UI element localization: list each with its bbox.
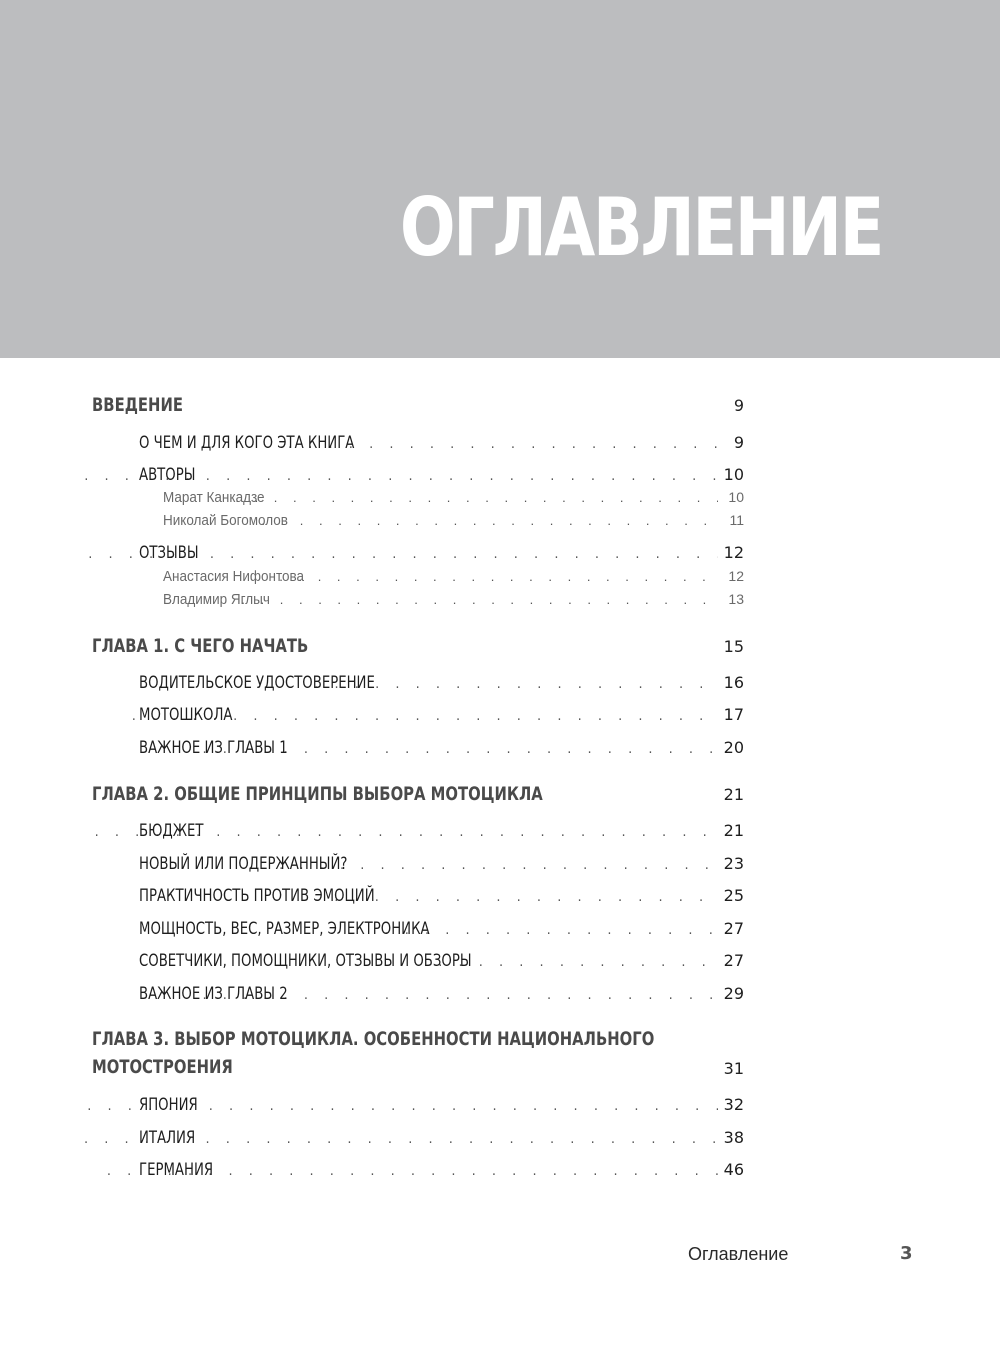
- chapter-page: 9: [733, 396, 744, 415]
- subsection-title: Анастасия Нифонтова: [163, 568, 305, 585]
- section-title: ВАЖНОЕ ИЗ ГЛАВЫ 2: [139, 984, 288, 1004]
- section-page: 29: [723, 984, 744, 1003]
- toc-section[interactable]: [139, 951, 744, 971]
- section-title: АВТОРЫ: [139, 465, 196, 485]
- subsection-page: 11: [729, 512, 744, 528]
- chapter-title: ВВЕДЕНИЕ: [92, 394, 183, 416]
- toc-subsection[interactable]: [163, 568, 744, 585]
- toc-section[interactable]: [139, 984, 744, 1004]
- toc-chapter-2[interactable]: [92, 783, 744, 805]
- toc-section[interactable]: [139, 543, 744, 563]
- chapter-title-line2: МОТОСТРОЕНИЯ: [92, 1056, 233, 1078]
- section-title: О ЧЕМ И ДЛЯ КОГО ЭТА КНИГА: [139, 433, 355, 453]
- toc-section[interactable]: [139, 705, 744, 725]
- toc-section[interactable]: [139, 919, 744, 939]
- section-title: МОЩНОСТЬ, ВЕС, РАЗМЕР, ЭЛЕКТРОНИКА: [139, 919, 430, 939]
- toc-chapter-1[interactable]: [92, 635, 744, 657]
- page-number: 3: [900, 1243, 913, 1264]
- toc-section[interactable]: [139, 673, 744, 693]
- subsection-page: 12: [728, 568, 744, 584]
- toc-chapter-3[interactable]: [92, 1028, 744, 1088]
- section-page: 10: [723, 465, 744, 484]
- chapter-page: 15: [723, 637, 744, 656]
- running-footer-title: Оглавление: [688, 1244, 789, 1264]
- toc-section[interactable]: [139, 886, 744, 906]
- section-title: МОТОШКОЛА: [139, 705, 233, 725]
- toc-subsection[interactable]: [163, 512, 744, 529]
- chapter-title-line1: ГЛАВА 3. ВЫБОР МОТОЦИКЛА. ОСОБЕННОСТИ НАЦИОНАЛЬНОГО: [92, 1028, 655, 1050]
- section-title: СОВЕТЧИКИ, ПОМОЩНИКИ, ОТЗЫВЫ И ОБЗОРЫ: [139, 951, 472, 971]
- leader-dots: [241, 592, 718, 607]
- section-title: ВОДИТЕЛЬСКОЕ УДОСТОВЕРЕНИЕ: [139, 673, 375, 693]
- toc-section[interactable]: [139, 854, 744, 874]
- chapter-page: 21: [723, 785, 744, 804]
- toc-section[interactable]: [139, 738, 744, 758]
- chapter-title: ГЛАВА 2. ОБЩИЕ ПРИНЦИПЫ ВЫБОРА МОТОЦИКЛА: [92, 783, 543, 805]
- leader-dots: [261, 513, 718, 528]
- section-page: 17: [723, 705, 744, 724]
- leader-dots: [235, 490, 718, 505]
- section-page: 38: [723, 1128, 744, 1147]
- subsection-page: 13: [728, 591, 744, 607]
- subsection-title: Николай Богомолов: [163, 512, 288, 529]
- section-page: 46: [723, 1160, 744, 1179]
- section-title: ГЕРМАНИЯ: [139, 1160, 214, 1180]
- leader-dots: [384, 923, 717, 938]
- subsection-title: Марат Канкадзе: [163, 489, 265, 506]
- section-page: 25: [723, 886, 744, 905]
- subsection-page: 10: [728, 489, 744, 505]
- page-title: ОГЛАВЛЕНИЕ: [399, 181, 882, 274]
- toc-section[interactable]: [139, 1095, 744, 1115]
- section-page: 23: [723, 854, 744, 873]
- subsection-title: Владимир Яглыч: [163, 591, 270, 608]
- toc-subsection[interactable]: [163, 489, 744, 506]
- section-page: 9: [733, 433, 744, 452]
- section-title: ОТЗЫВЫ: [139, 543, 199, 563]
- section-title: ЯПОНИЯ: [139, 1095, 198, 1115]
- section-page: 20: [723, 738, 744, 757]
- toc-section[interactable]: [139, 1160, 744, 1180]
- toc-section[interactable]: [139, 433, 744, 453]
- toc-section[interactable]: [139, 465, 744, 485]
- leader-dots: [438, 955, 717, 970]
- section-page: 12: [723, 543, 744, 562]
- leader-dots: [279, 569, 718, 584]
- section-page: 32: [723, 1095, 744, 1114]
- section-title: НОВЫЙ ИЛИ ПОДЕРЖАННЫЙ?: [139, 854, 348, 874]
- section-page: 27: [723, 951, 744, 970]
- section-title: ИТАЛИЯ: [139, 1128, 196, 1148]
- section-title: БЮДЖЕТ: [139, 821, 204, 841]
- section-page: 16: [723, 673, 744, 692]
- chapter-title: ГЛАВА 1. С ЧЕГО НАЧАТЬ: [92, 635, 309, 657]
- section-page: 27: [723, 919, 744, 938]
- section-title: ВАЖНОЕ ИЗ ГЛАВЫ 1: [139, 738, 288, 758]
- chapter-page: 31: [723, 1059, 744, 1078]
- section-title: ПРАКТИЧНОСТЬ ПРОТИВ ЭМОЦИЙ: [139, 886, 375, 906]
- toc-chapter-intro[interactable]: [92, 394, 744, 416]
- header-band: [0, 0, 1000, 358]
- section-page: 21: [723, 821, 744, 840]
- toc-subsection[interactable]: [163, 591, 744, 608]
- toc-section[interactable]: [139, 1128, 744, 1148]
- toc-section[interactable]: [139, 821, 744, 841]
